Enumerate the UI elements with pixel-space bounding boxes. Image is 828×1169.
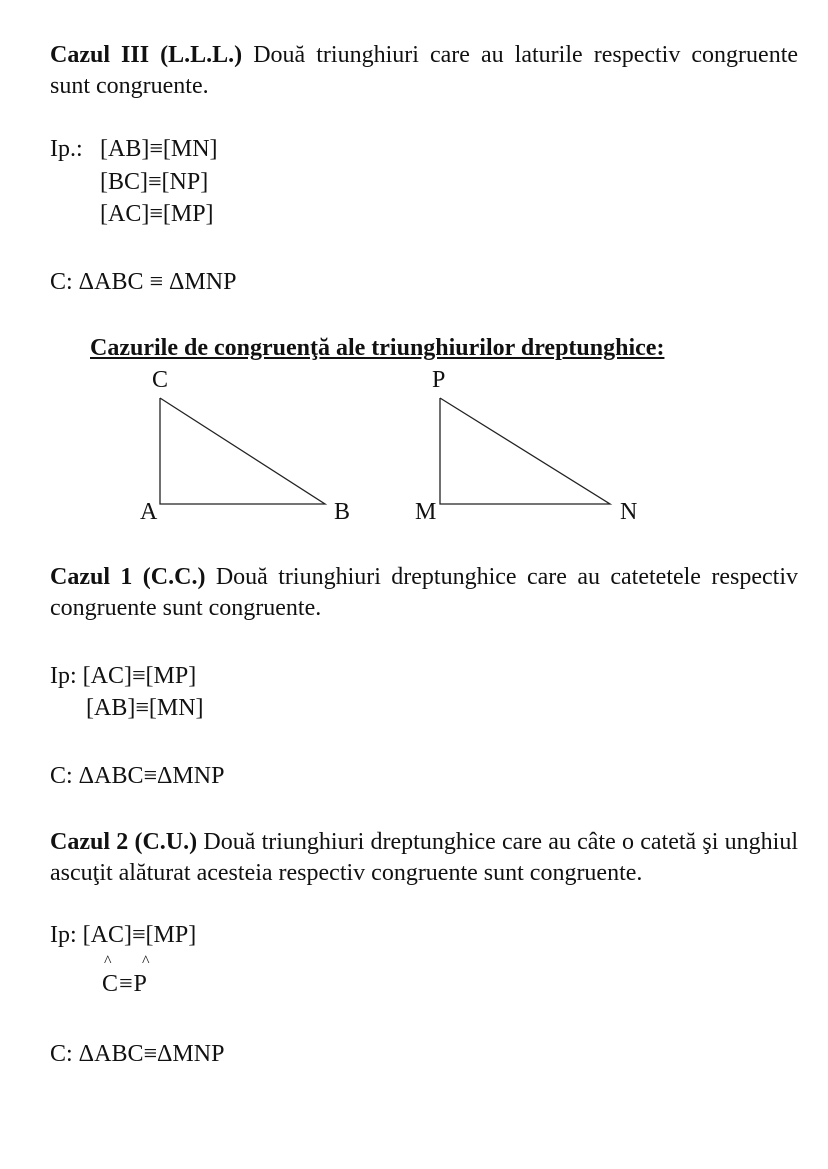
case1-conclusion: C: ΔABC≡ΔMNP xyxy=(50,763,225,789)
angle-hat-p: ^ xyxy=(142,953,150,970)
case1-text: Două triunghiuri dreptunghice care au catetetele respectiv congruente sunt congruente. xyxy=(50,564,798,621)
vertex-c: C xyxy=(152,367,169,393)
case2-text: Două triunghiuri dreptunghice care au câte o catetă şi unghiul ascuţit alăturat acesteia respectiv congruente sunt congruente. xyxy=(50,829,798,886)
vertex-p: P xyxy=(432,367,446,393)
case2-conclusion: C: ΔABC≡ΔMNP xyxy=(50,1041,225,1067)
triangle-mnp xyxy=(440,398,610,504)
case1-ip-2: [AB]≡[MN] xyxy=(86,695,204,721)
case3-conclusion: C: ΔABC ≡ ΔMNP xyxy=(50,269,237,295)
vertex-m: M xyxy=(415,499,437,525)
section-heading: Cazurile de congruenţă ale triunghiurilor dreptunghice: xyxy=(90,335,665,361)
case2-statement xyxy=(50,827,798,889)
case1-statement xyxy=(50,562,798,624)
triangle-abc xyxy=(160,398,325,504)
case1-ip-1: Ip: [AC]≡[MP] xyxy=(50,663,197,689)
case3-text: Două triunghiuri care au laturile respectiv congruente sunt congruente. xyxy=(50,42,799,99)
case3-ip-1: [AB]≡[MN] xyxy=(100,136,218,162)
vertex-b: B xyxy=(334,499,351,525)
angle-hat-c: ^ xyxy=(104,953,112,970)
case2-ip-2: C≡P xyxy=(102,971,148,997)
case2-ip-1: Ip: [AC]≡[MP] xyxy=(50,922,197,948)
case3-title: Cazul III (L.L.L.) xyxy=(50,42,243,68)
case1-title: Cazul 1 (C.C.) xyxy=(50,564,206,590)
case3-ip-2: [BC]≡[NP] xyxy=(100,169,209,195)
case3-ip-label: Ip.: xyxy=(50,136,83,162)
vertex-a: A xyxy=(140,499,158,525)
case3-ip-3: [AC]≡[MP] xyxy=(100,201,214,227)
case2-title: Cazul 2 (C.U.) xyxy=(50,829,198,855)
vertex-n: N xyxy=(620,499,638,525)
